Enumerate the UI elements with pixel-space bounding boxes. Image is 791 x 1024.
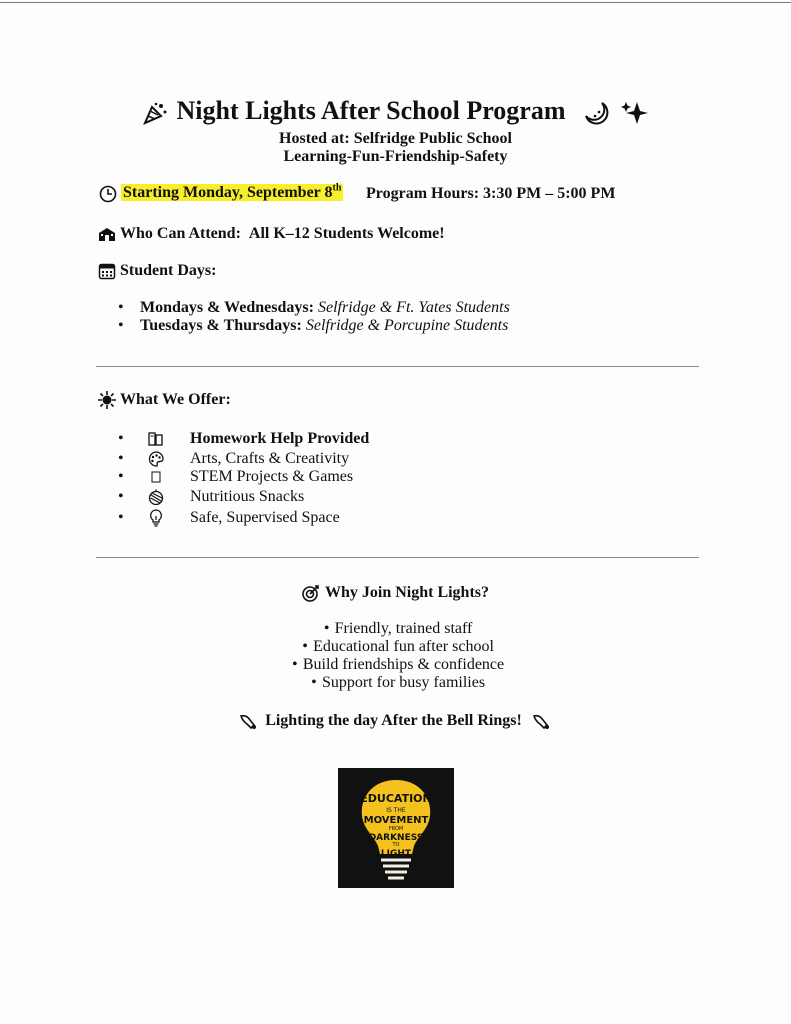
apple-icon [148, 489, 164, 505]
page-title [0, 96, 791, 126]
lightbulb-poster-graphic [338, 768, 454, 888]
start-date-text: Starting Monday, September 8 [123, 184, 333, 202]
poster-word: MOVEMENT [363, 815, 429, 826]
program-hours: Program Hours: 3:30 PM – 5:00 PM [366, 185, 616, 202]
divider [96, 366, 699, 367]
page-top-border [0, 2, 791, 3]
days-students: Selfridge & Ft. Yates Students [317, 299, 510, 316]
list-item: • Tuesdays & Thursdays: Selfridge & Porcupine Students [118, 317, 509, 334]
offer-label: What We Offer: [120, 391, 231, 408]
start-date-suffix: th [332, 183, 342, 194]
school-icon [98, 226, 116, 242]
list-item: • Homework Help Provided [118, 430, 370, 447]
lightbulb-icon [148, 509, 164, 527]
offer-item-label: STEM Projects & Games [190, 468, 354, 485]
star-burst-icon [98, 391, 116, 409]
list-item: • Friendly, trained staff [323, 620, 473, 637]
attend-label: Who Can Attend: [120, 225, 241, 242]
why-item: Build friendships & confidence [302, 656, 505, 673]
student-days-label: Student Days: [120, 262, 217, 279]
start-date-highlight [121, 184, 343, 201]
list-item: • Mondays & Wednesdays: Selfridge & Ft. Yates Students [118, 299, 510, 316]
why-label: Why Join Night Lights? [324, 584, 490, 601]
list-item: • Build friendships & confidence [292, 656, 505, 673]
offer-item-label: Arts, Crafts & Creativity [190, 450, 350, 467]
why-heading [0, 584, 791, 602]
sparkles-icon [621, 100, 649, 126]
box-icon [148, 469, 164, 485]
palette-icon [148, 451, 164, 467]
offer-item-label: Homework Help Provided [190, 430, 370, 447]
days-students: Selfridge & Porcupine Students [305, 317, 509, 334]
list-item: • Educational fun after school [302, 638, 494, 655]
attend-value: All K–12 Students Welcome! [248, 225, 445, 242]
poster-word: LIGHT [380, 849, 412, 859]
days-label: Mondays & Wednesdays: [140, 299, 314, 316]
days-label: Tuesdays & Thursdays: [140, 317, 302, 334]
why-item: Support for busy families [321, 674, 486, 691]
list-item: • Support for busy families [311, 674, 486, 691]
start-date-line [99, 183, 343, 203]
moon-icon [582, 100, 610, 126]
title-text: Night Lights After School Program [176, 96, 566, 125]
poster-word: EDUCATION [360, 792, 432, 805]
hosted-line: Hosted at: Selfridge Public School [279, 130, 512, 147]
calendar-icon [98, 262, 116, 280]
who-can-attend [98, 225, 445, 243]
party-icon [142, 101, 168, 125]
clock-icon [99, 185, 117, 203]
list-item: • Nutritious Snacks [118, 488, 305, 505]
bell-icon [239, 712, 259, 730]
offer-item-label: Safe, Supervised Space [190, 509, 340, 526]
poster-word: FROM [388, 826, 404, 832]
poster-word: IS THE [386, 807, 406, 814]
tagline: Learning-Fun-Friendship-Safety [283, 148, 508, 165]
offer-heading [98, 391, 231, 409]
list-item: • Arts, Crafts & Creativity [118, 450, 350, 467]
student-days-heading [98, 262, 216, 280]
bell-icon [532, 712, 552, 730]
poster-word: TO [392, 842, 400, 848]
target-icon [302, 584, 320, 602]
list-item: • Safe, Supervised Space [118, 509, 340, 526]
books-icon [148, 431, 164, 447]
divider [96, 557, 699, 558]
closing-text: Lighting the day After the Bell Rings! [265, 712, 522, 729]
education-poster [338, 768, 454, 888]
why-item: Friendly, trained staff [334, 620, 473, 637]
offer-item-label: Nutritious Snacks [190, 488, 305, 505]
why-item: Educational fun after school [313, 638, 494, 655]
closing-line [0, 712, 791, 730]
poster-word: DARKNESS [368, 833, 424, 843]
list-item: • STEM Projects & Games [118, 468, 354, 485]
